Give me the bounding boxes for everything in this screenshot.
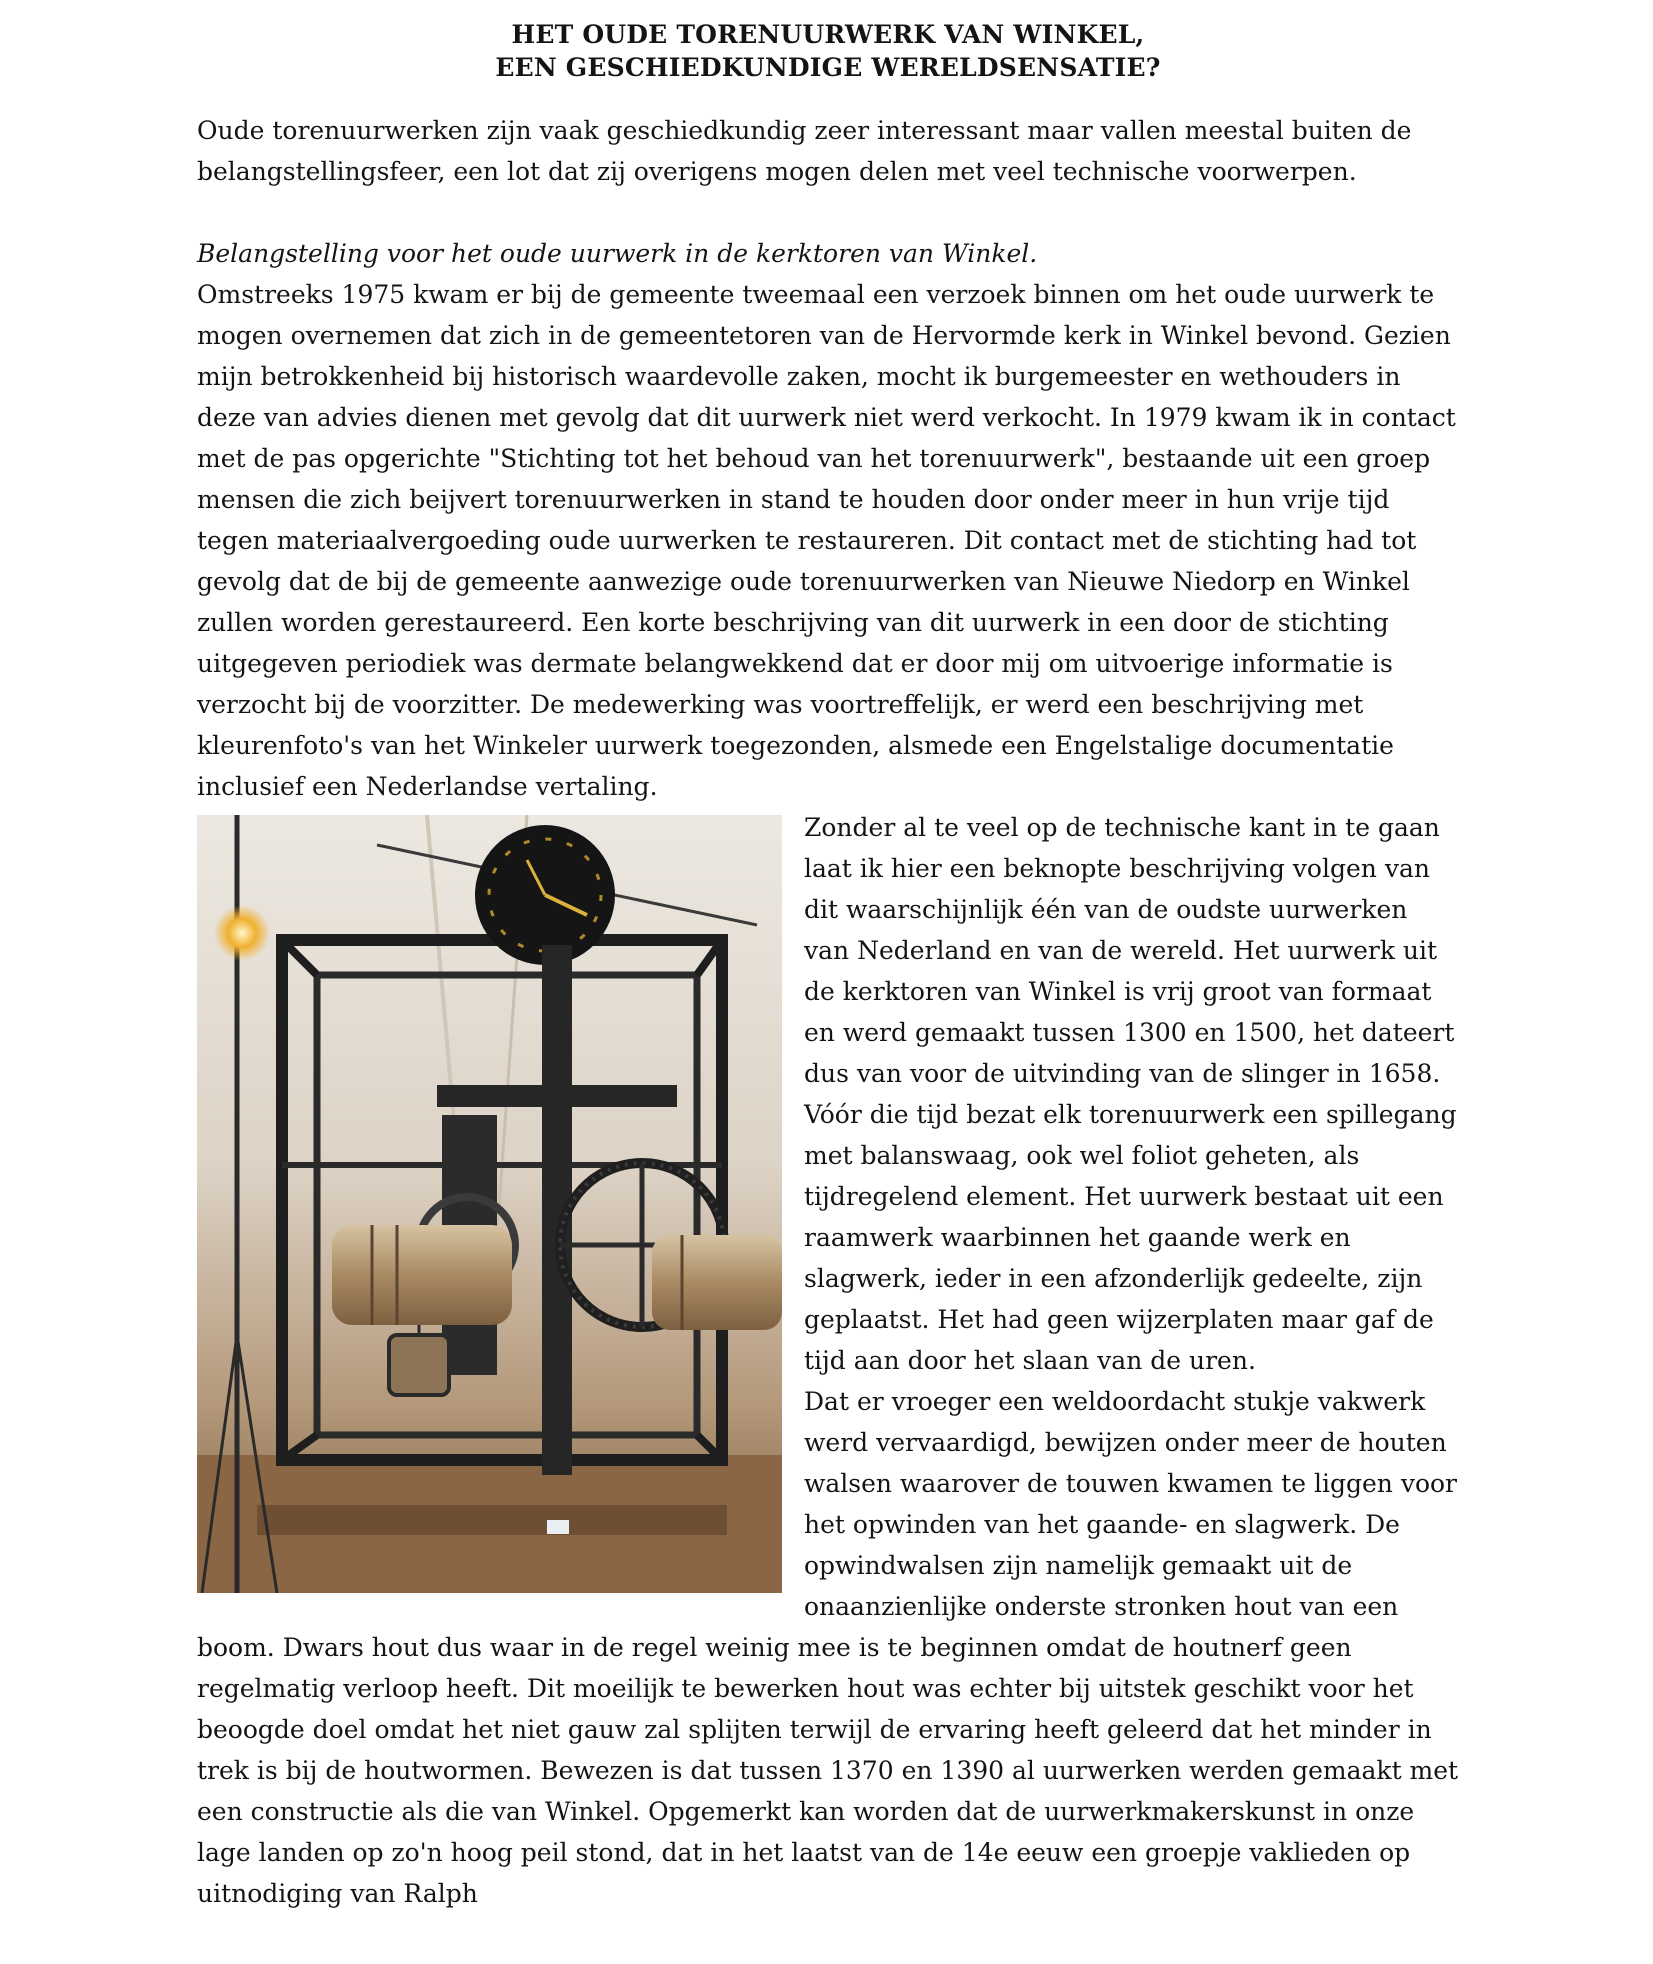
section-subheading: Belangstelling voor het oude uurwerk in de kerktoren van Winkel.: [197, 239, 1038, 268]
body-paragraph-1: Omstreeks 1975 kwam er bij de gemeente tweemaal een verzoek binnen om het oude uurwerk te mogen overnemen dat zich in de gemeentetoren van de Hervormde kerk in Winkel bevond. Gezien mijn betrokkenheid bij historisch waardevolle zaken, mocht ik burgemeester en wethouders in deze van advies dienen met gevolg dat dit uurwerk niet werd verkocht. In 1979 kwam ik in contact met de pas opgerichte "Stichting tot het behoud van het torenuurwerk", bestaande uit een groep mensen die zich beijvert torenuurwerken in stand te houden door onder meer in hun vrije tijd tegen materiaalvergoeding oude uurwerken te restaureren. Dit contact met de stichting had tot gevolg dat de bij de gemeente aanwezige oude torenuurwerken van Nieuwe Niedorp en Winkel zullen worden gerestaureerd. Een korte beschrijving van dit uurwerk in een door de stichting uitgegeven periodiek was dermate belangwekkend dat er door mij om uitvoerige informatie is verzocht bij de voorzitter. De medewerking was voortreffelijk, er werd een beschrijving met kleurenfoto's van het Winkeler uurwerk toegezonden, alsmede een Engelstalige documentatie inclusief een Nederlandse vertaling.: [197, 280, 1456, 801]
document-page: [197, 18, 1459, 1914]
photo-section: [197, 807, 1459, 1914]
tower-clock-illustration: [197, 815, 782, 1593]
document-title: [197, 18, 1459, 84]
title-line-2: EEN GESCHIEDKUNDIGE WERELDSENSATIE?: [495, 53, 1161, 82]
intro-paragraph: Oude torenuurwerken zijn vaak geschiedkundig zeer interessant maar vallen meestal buiten de belangstellingsfeer, een lot dat zij overigens mogen delen met veel technische voorwerpen.: [197, 116, 1412, 186]
tower-clock-photo: [197, 815, 782, 1593]
body-paragraph-3: Dat er vroeger een weldoordacht stukje vakwerk werd vervaardigd, bewijzen onder meer de houten walsen waarover de touwen kwamen te liggen voor het opwinden van het gaande- en slagwerk. De opwindwalsen zijn namelijk gemaakt uit de onaanzienlijke onderste stronken hout van een boom. Dwars hout dus waar in de regel weinig mee is te beginnen omdat de houtnerf geen regelmatig verloop heeft. Dit moeilijk te bewerken hout was echter bij uitstek geschikt voor het beoogde doel omdat het niet gauw zal splijten terwijl de ervaring heeft geleerd dat het minder in trek is bij de houtwormen. Bewezen is dat tussen 1370 en 1390 al uurwerken werden gemaakt met een constructie als die van Winkel. Opgemerkt kan worden dat de uurwerkmakerskunst in onze lage landen op zo'n hoog peil stond, dat in het laatst van de 14e eeuw een groepje vaklieden op uitnodiging van Ralph: [197, 1387, 1459, 1908]
title-line-1: HET OUDE TORENUURWERK VAN WINKEL,: [511, 20, 1145, 49]
body-paragraph-2: Zonder al te veel op de technische kant in te gaan laat ik hier een beknopte beschrijving volgen van dit waarschijnlijk één van de oudste uurwerken van Nederland en van de wereld. Het uurwerk uit de kerktoren van Winkel is vrij groot van formaat en werd gemaakt tussen 1300 en 1500, het dateert dus van voor de uitvinding van de slinger in 1658. Vóór die tijd bezat elk torenuurwerk een spillegang met balanswaag, ook wel foliot geheten, als tijdregelend element. Het uurwerk bestaat uit een raamwerk waarbinnen het gaande werk en slagwerk, ieder in een afzonderlijk gedeelte, zijn geplaatst. Het had geen wijzerplaten maar gaf de tijd aan door het slaan van de uren.: [804, 813, 1457, 1375]
